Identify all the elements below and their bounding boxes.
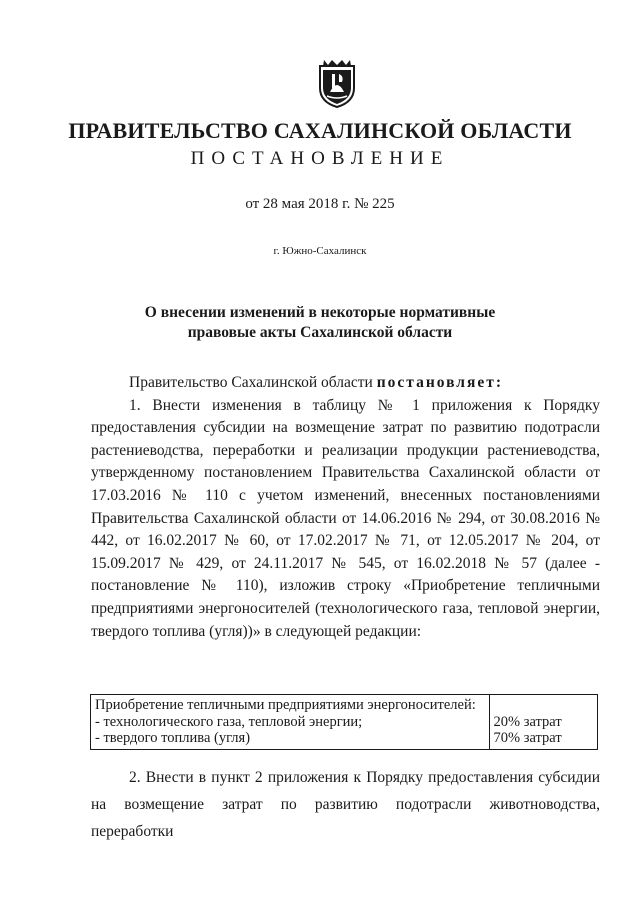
document-type: ПОСТАНОВЛЕНИЕ — [190, 148, 450, 169]
document-body — [91, 372, 600, 643]
table-text-line-2: - технологического газа, тепловой энергии; — [95, 713, 363, 730]
document-date-number: от 28 мая 2018 г. № 225 — [245, 196, 395, 212]
document-body-continued — [91, 764, 600, 845]
intro-resolves: постановляет: — [376, 374, 504, 391]
table-text-line-1: Приобретение тепличными предприятиями энергоносителей: — [95, 697, 476, 713]
amendment-table — [90, 694, 598, 750]
government-name: ПРАВИТЕЛЬСТВО САХАЛИНСКОЙ ОБЛАСТИ — [68, 118, 572, 143]
table-text-line-3: - твердого топлива (угля) — [95, 730, 251, 746]
table-value-1: 20% затрат — [493, 713, 562, 730]
intro-paragraph — [91, 372, 600, 395]
intro-text: Правительство Сахалинской области — [129, 374, 377, 391]
document-title — [0, 303, 640, 343]
table-cell-values — [489, 695, 597, 750]
sakhalin-coat-of-arms-icon — [318, 58, 356, 108]
document-title-line-2: правовые акты Сахалинской области — [187, 324, 453, 341]
table-value-2: 70% затрат — [493, 730, 562, 746]
paragraph-1: 1. Внести изменения в таблицу № 1 приложения к Порядку предоставления субсидии на возмещение затрат по развитию подотрасли растениеводства, переработки и реализации продукции растениеводства, утвержденному постановлением Правительства Сахалинской области от 17.03.2016 № 110 с учетом изменений, внесенных постановлениями Правительства Сахалинской области от 14.06.2016 № 294, от 30.08.2016 № 442, от 16.02.2017 № 60, от 17.02.2017 № 71, от 12.05.2017 № 204, от 15.09.2017 № 429, от 24.11.2017 № 545, от 16.02.2018 № 57 (далее - постановление № 110), изложив строку «Приобретение тепличными предприятиями энергоносителей (технологического газа, тепловой энергии, твердого топлива (угля))» в следующей редакции: — [91, 396, 600, 640]
table-row — [91, 695, 598, 750]
document-title-line-1: О внесении изменений в некоторые нормативные — [144, 304, 496, 321]
table-cell-description — [91, 695, 490, 750]
paragraph-2: 2. Внести в пункт 2 приложения к Порядку предоставления субсидии на возмещение затрат по развитию подотрасли животноводства, переработки — [91, 769, 600, 840]
document-city: г. Южно-Сахалинск — [273, 245, 367, 257]
